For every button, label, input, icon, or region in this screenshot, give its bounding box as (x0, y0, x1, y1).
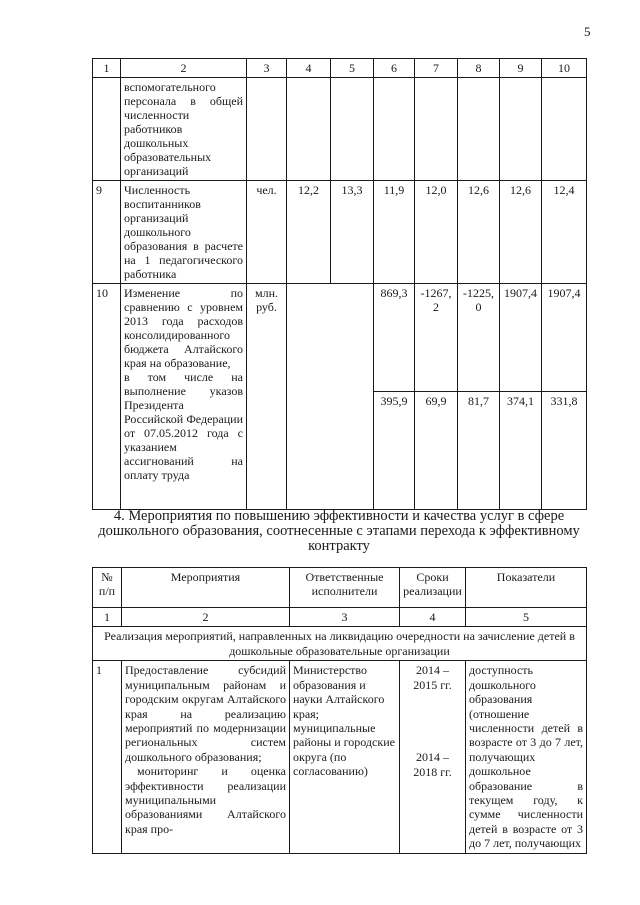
value: 395,9 (374, 392, 415, 510)
col-header: Ответственные исполнители (290, 568, 400, 608)
indicator-text: Численность воспитанников организаций дошкольного образования в расчете на 1 педагогического работника (121, 181, 247, 284)
section-title: Реализация мероприятий, направленных на ликвидацию очередности на зачисление детей в дошкольные образовательные организации (93, 627, 587, 661)
term: 2014 – 2015 гг. (413, 663, 452, 692)
table-row (93, 661, 587, 853)
col-number-row (93, 608, 587, 627)
value: 69,9 (415, 392, 458, 510)
col-header: 5 (331, 59, 374, 78)
row-number: 9 (93, 181, 121, 284)
table-row (93, 181, 587, 284)
col-header: 9 (500, 59, 542, 78)
col-header: Сроки реализации (400, 568, 466, 608)
value: 12,2 (287, 181, 331, 284)
unit: чел. (247, 181, 287, 284)
responsible-text: Министерство образования и науки Алтайского края; муниципальные районы и городские округа (по согласованию) (290, 661, 400, 853)
section-row (93, 627, 587, 661)
value: 12,6 (500, 181, 542, 284)
table-row (93, 284, 587, 392)
section-heading: 4. Мероприятия по повышению эффективности и качества услуг в сфере дошкольного образования, соотнесенные с этапами перехода к эффективному контракту (98, 508, 580, 554)
col-header: 3 (247, 59, 287, 78)
col-number: 5 (466, 608, 587, 627)
event-text-part: Предоставление субсидий муниципальным районам и городским округам Алтайского края на реализацию мероприятий по модернизации региональных систем дошкольного образования; (125, 663, 286, 764)
col-number: 3 (290, 608, 400, 627)
col-header: № п/п (93, 568, 122, 608)
col-header: Показатели (466, 568, 587, 608)
header-row (93, 568, 587, 608)
col-header: 2 (121, 59, 247, 78)
indicator-text-part: в том числе на выполнение указов Президента Российской Федерации от 07.05.2012 года с указанием ассигнований на оплату труда (124, 370, 243, 482)
terms (400, 661, 466, 853)
indicator-text: доступность дошкольного образования (отношение численности детей в возрасте от 3 до 7 лет, получающих дошкольное образование в текущем году, к сумме численности детей в возрасте от 3 до 7 лет, получающих (466, 661, 587, 853)
indicator-text: вспомогательного персонала в общей численности работников дошкольных образовательных организаций (121, 78, 247, 181)
indicators-table (92, 58, 587, 510)
indicator-text (121, 284, 247, 510)
value: 374,1 (500, 392, 542, 510)
col-number: 1 (93, 608, 122, 627)
value: 13,3 (331, 181, 374, 284)
measures-table (92, 567, 587, 854)
col-header: 1 (93, 59, 121, 78)
value: 12,4 (542, 181, 587, 284)
value: 12,6 (458, 181, 500, 284)
value: -1267,2 (415, 284, 458, 392)
value: 331,8 (542, 392, 587, 510)
value: 1907,4 (500, 284, 542, 392)
row-number: 10 (93, 284, 121, 510)
table-row (93, 78, 587, 181)
col-header: 4 (287, 59, 331, 78)
col-header: Мероприятия (122, 568, 290, 608)
unit: млн. руб. (247, 284, 287, 510)
value: 81,7 (458, 392, 500, 510)
header-row (93, 59, 587, 78)
col-header: 10 (542, 59, 587, 78)
col-number: 2 (122, 608, 290, 627)
col-header: 8 (458, 59, 500, 78)
value: 11,9 (374, 181, 415, 284)
col-header: 6 (374, 59, 415, 78)
row-number: 1 (93, 661, 122, 853)
value: 1907,4 (542, 284, 587, 392)
value: -1225,0 (458, 284, 500, 392)
value: 869,3 (374, 284, 415, 392)
term: 2014 – 2018 гг. (413, 750, 452, 779)
col-number: 4 (400, 608, 466, 627)
event-text-part: мониторинг и оценка эффективности реализации муниципальными образованиями Алтайского края про- (125, 764, 286, 836)
value: 12,0 (415, 181, 458, 284)
col-header: 7 (415, 59, 458, 78)
page-number: 5 (584, 24, 591, 39)
indicator-text-part: Изменение по сравнению с уровнем 2013 года расходов консолидированного бюджета Алтайского края на образование, (124, 286, 243, 370)
event-text (122, 661, 290, 853)
